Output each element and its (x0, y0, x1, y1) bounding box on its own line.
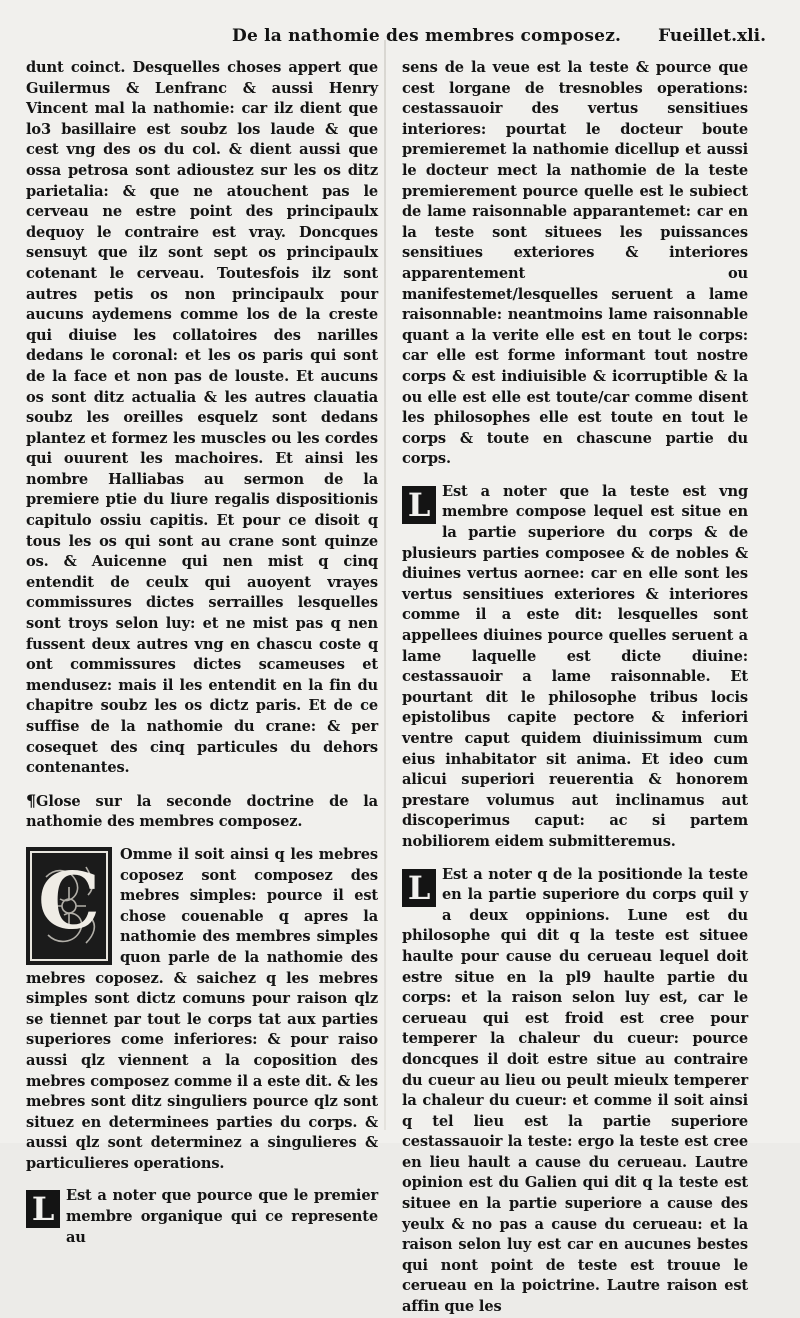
left-paragraph-3 (26, 1186, 378, 1248)
running-title: De la nathomie des membres composez. (232, 26, 622, 46)
section-heading (26, 791, 378, 833)
left-paragraph-2-text: Omme il soit ainsi q les mebres coposez sont composez des mebres simples: pource il est chose couenable q apres la nathomie des membres simples quon parle de la nathomie des mebres coposez. & saichez q les mebres simples sont dictz comuns pour raison qlz se tiennet par tout le corps tat aux parties superiores come inferiores: & pour raiso aussi qlz viennent a la coposition des mebres composez comme il a este dit. & les mebres sont ditz singuliers pource qlz sont situez en determinees parties du corps. & aussi qlz sont determinez a singulieres & particulieres operations. (26, 845, 378, 1172)
left-paragraph-3-text: Est a noter que pource que le premier membre organique qui ce represente au (66, 1187, 378, 1246)
right-paragraph-3 (402, 865, 748, 1318)
foliate-initial-c-icon (26, 847, 112, 965)
right-paragraph-2 (402, 482, 748, 853)
initial-l-icon: L (26, 1190, 60, 1228)
initial-c-letter: C (38, 855, 100, 947)
right-paragraph-3-text: Est a noter q de la positionde la teste en la partie superiore du corps quil y a deux oppinions. Lune est du philosophe qui dit q la teste est situee haulte pour cause du cerueau lequel doit estre situe en la pl9 haulte partie du corps: et la raison selon luy est, car le cerueau qui est froid est cree pour temperer la chaleur du cueur: pource doncques il doit estre situe au contraire du cueur au lieu ou peult mieulx temperer la chaleur du cueur: et comme il soit ainsi q tel lieu est la partie superiore cestassauoir la teste: ergo la teste est cree en lieu hault a cause du cerueau. Lautre opinion est du Galien qui dit q la teste est situee en la partie superiore a cause des yeulx & no pas a cause du cerueau: et la raison selon luy est car en aucunes bestes qui nont point de teste est trouue le cerueau en la poictrine. Lautre raison est affin que les (402, 865, 748, 1316)
pilcrow-icon: ¶ (26, 790, 37, 810)
left-paragraph-1: dunt coinct. Desquelles choses appert que Guilermus & Lenfranc & aussi Henry Vincent mal la nathomie: car ilz dient que lo3 basillaire est soubz los laude & que cest vng des os du col. & dient aussi que ossa petrosa sont adioustez sur les os ditz parietalia: & que ne atouchent pas le cerveau ne estre point des principaulx dequoy le contraire est vray. Doncques sensuyt que ilz sont sept os principaulx cotenant le cerveau. Toutesfois ilz sont autres petis os non principaulx pour aucuns aydemens comme los de la creste qui diuise les collatoires des narilles dedans le coronal: et les os paris qui sont de la face et non pas de louste. Et aucuns os sont ditz actualia & les autres clauatia soubz les oreilles esquelz sont dedans plantez et formez les muscles ou les cordes qui ouurent les machoires. Et ainsi les nombre Halliabas au sermon de la premiere ptie du liure regalis dispositionis capitulo ossiu capitis. Et pour ce disoit q tous les os qui sont au crane sont quinze os. & Auicenne qui nen mist q cinq entendit de ceulx qui auoyent vrayes commissures dictes serrailles lesquelles sont troys selon luy: et ne mist pas q nen fussent deux autres vng en chascu coste q ont commissures dictes scameuses et mendusez: mais il les entendit en la fin du chapitre soubz les os dictz paris. Et de ce suffise de la nathomie du crane: & per cosequet des cinq particules du dehors contenantes. (26, 59, 378, 777)
left-column (26, 58, 378, 1248)
gutter-divider (384, 40, 386, 1130)
initial-l-icon: L (402, 869, 436, 907)
folio-number: Fueillet.xli. (658, 26, 766, 46)
right-paragraph-1: sens de la veue est la teste & pource que cest lorgane de tresnobles operations: cestassauoir des vertus sensitiues interiores: pourtat le docteur boute premieremet la nathomie dicellup et aussi le docteur mect la nathomie de la teste premierement pource quelle est le subiect de lame raisonnable apparantemet: car en la teste sont situees les puissances sensitiues exteriores & interiores apparentement ou manifestemet/lesquelles seruent a lame raisonnable: neantmoins lame raisonnable quant a la verite elle est en tout le corps: car elle est forme informant tout nostre corps & est indiuisible & icorruptible & la ou elle est elle est toute/car comme disent les philosophes elle est toute en tout le corps & toute en chascune partie du corps. (402, 59, 748, 468)
left-paragraph-2 (26, 845, 378, 1175)
right-paragraph-2-text: Est a noter que la teste est vng membre compose lequel est situe en la partie superiore du corps & de plusieurs parties composee & de nobles & diuines vertus aornee: car en elle sont les vertus sensitiues exteriores & interiores comme il a este dit: lesquelles sont appellees diuines pource quelles seruent a lame laquelle est dicte diuine: cestassauoir a lame raisonnable. Et pourtant dit le philosophe tribus locis epistolibus capite pectore & inferiori ventre caput quidem diuinissimum cum eius inhabitator sit anima. Et ideo cum alicui superiori reuerentia & honorem prestare volumus aut inclinamus aut discoperimus caput: ac si partem nobiliorem eidem submitteremus. (402, 482, 748, 850)
section-heading-text: Glose sur la seconde doctrine de la nathomie des membres composez. (26, 792, 378, 831)
initial-l-icon: L (402, 486, 436, 524)
right-column (402, 58, 748, 1318)
page-header (0, 26, 800, 56)
